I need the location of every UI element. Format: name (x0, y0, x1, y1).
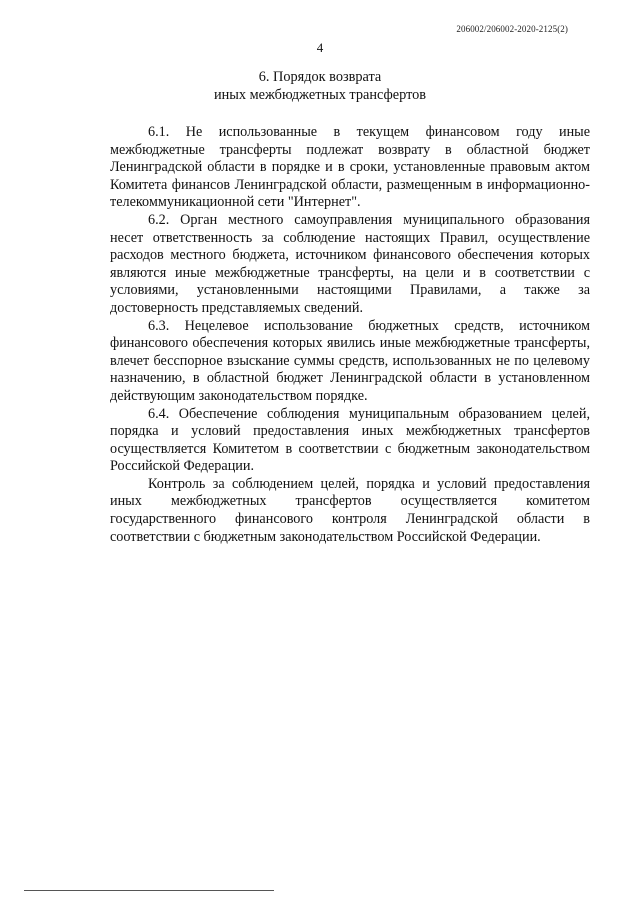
document-code: 206002/206002-2020-2125(2) (456, 24, 568, 34)
section-title (0, 68, 640, 104)
section-title-line-1: 6. Порядок возврата (258, 69, 382, 85)
paragraph-6-2: 6.2. Орган местного самоуправления муниципального образования несет ответственность за соблюдение настоящих Правил, осуществление расходов местного бюджета, источником финансового обеспечения которых являются иные межбюджетные трансферты, на цели и в соответствии с условиями, установленными настоящими Правилами, а также за достоверность представляемых сведений. (110, 211, 590, 316)
page-number: 4 (316, 40, 324, 55)
paragraph-control: Контроль за соблюдением целей, порядка и условий предоставления иных межбюджетных трансфертов осуществляется комитетом государственного финансового контроля Ленинградской области в соответствии с бюджетным законодательством Российской Федерации. (110, 475, 590, 545)
paragraph-6-1: 6.1. Не использованные в текущем финансовом году иные межбюджетные трансферты подлежат возврату в областной бюджет Ленинградской области в порядке и в сроки, установленные правовым актом Комитета финансов Ленинградской области, размещенным в информационно-телекоммуникационной сети "Интернет". (110, 124, 590, 211)
document-body (110, 124, 590, 546)
bottom-divider (24, 890, 274, 891)
section-title-line-2: иных межбюджетных трансфертов (213, 87, 427, 103)
paragraph-6-4: 6.4. Обеспечение соблюдения муниципальным образованием целей, порядка и условий предоставления иных межбюджетных трансфертов осуществляется Комитетом в соответствии с бюджетным законодательством Российской Федерации. (110, 405, 590, 475)
paragraph-6-3: 6.3. Нецелевое использование бюджетных средств, источником финансового обеспечения которых явились иные межбюджетные трансферты, влечет бесспорное взыскание суммы средств, использованных не по целевому назначению, в областной бюджет Ленинградской области в установленном действующим законодательством порядке. (110, 317, 590, 404)
